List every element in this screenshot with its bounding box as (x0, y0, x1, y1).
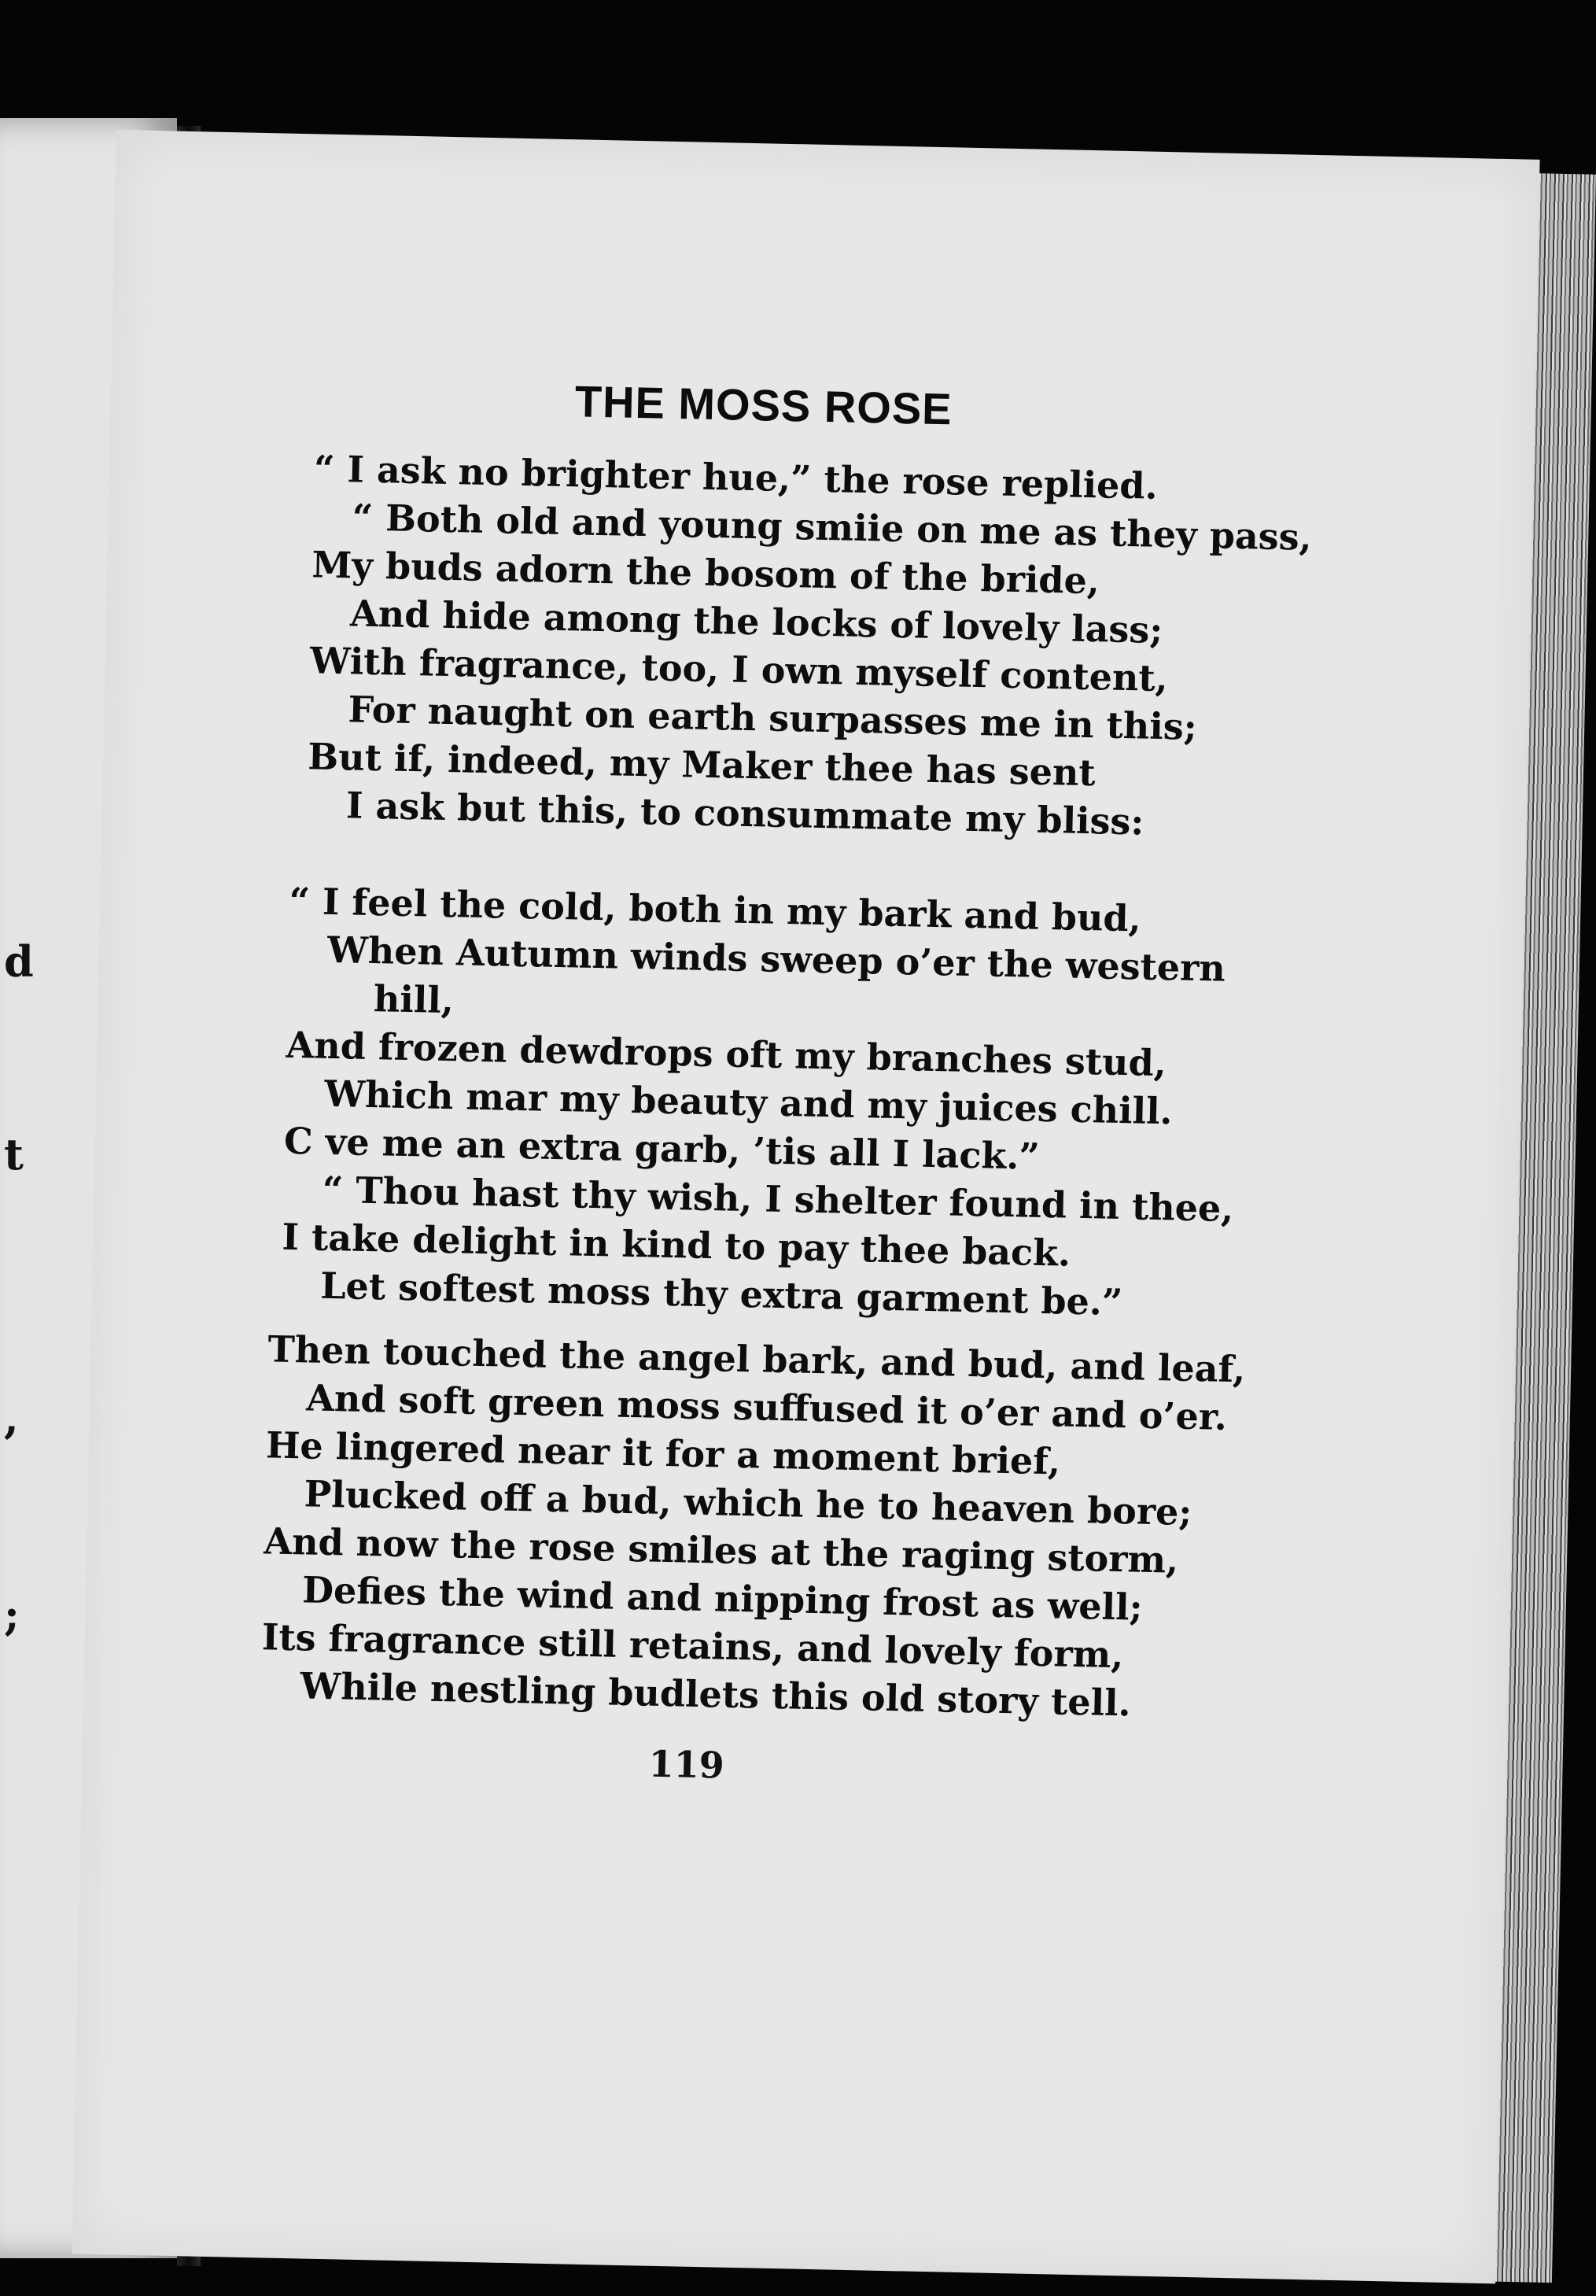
poem-line: While nestling budlets this old story tell. (300, 1664, 1132, 1725)
stanza-1 (306, 445, 1596, 858)
stanza-2 (281, 877, 1596, 1339)
poem-line: Let softest moss thy extra garment be.” (319, 1264, 1123, 1324)
poem-line: But if, indeed, my Maker thee has sent (307, 735, 1097, 795)
poem-line: Its fragrance still retains, and lovely form, (261, 1615, 1124, 1677)
poem-line: And soft green moss suffused it o’er and o’er. (305, 1376, 1228, 1438)
poem-line: When Autumn winds sweep o’er the western (326, 928, 1226, 990)
poem-line: C ve me an extra garb, ’tis all I lack.” (283, 1119, 1041, 1178)
poem-line: Then touched the angel bark, and bud, and leaf, (267, 1327, 1246, 1391)
poem-line: For naught on earth surpasses me in this; (348, 688, 1198, 748)
poem-line: I ask but this, to consummate my bliss: (345, 784, 1144, 843)
poem-line: “ I feel the cold, both in my bark and bud, (288, 879, 1142, 940)
poem-line: hill, (373, 977, 455, 1022)
poem-page (72, 130, 1539, 2283)
left-page-fragment: t (4, 1129, 24, 1179)
left-page-fragment: , (4, 1393, 19, 1443)
stanza-3 (260, 1325, 1596, 1739)
poem-line: Which mar my beauty and my juices chill. (323, 1072, 1174, 1133)
poem-line: He lingered near it for a moment brief, (265, 1423, 1061, 1483)
poem-line: And now the rose smiles at the raging storm, (263, 1519, 1179, 1582)
poem-line: My buds adorn the bosom of the bride, (311, 543, 1100, 603)
page-title: THE MOSS ROSE (574, 376, 953, 434)
page-number: 119 (648, 1742, 725, 1787)
poem-line: With fragrance, too, I own myself content, (309, 639, 1169, 700)
poem-line: Plucked off a bud, which he to heaven bore; (304, 1472, 1192, 1534)
poem-line: “ Thou hast thy wish, I shelter found in thee, (322, 1168, 1234, 1231)
poem-line: And hide among the locks of lovely lass; (349, 592, 1163, 652)
poem-line: I take delight in kind to pay thee back. (282, 1215, 1071, 1275)
poem-line: And frozen dewdrops oft my branches stud, (286, 1023, 1167, 1085)
poem-line: “ Both old and young smiie on me as they pass, (352, 496, 1313, 559)
left-page-fragment: ; (4, 1589, 20, 1640)
left-page-fragment: d (4, 936, 34, 987)
poem-line: Defies the wind and nipping frost as well; (301, 1568, 1144, 1629)
poem-line: “ I ask no brighter hue,” the rose replied. (313, 447, 1159, 508)
